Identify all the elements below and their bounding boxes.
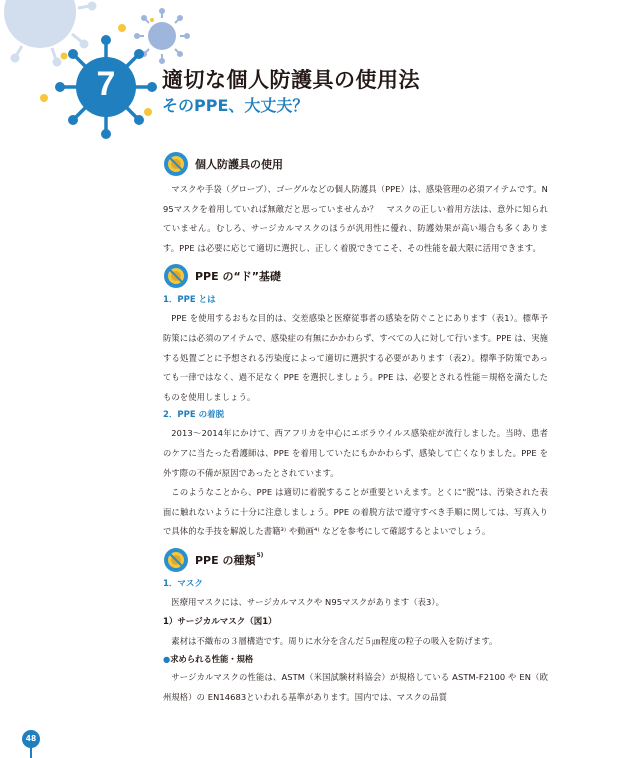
- section-title-text: PPE の種類: [195, 553, 256, 567]
- article-body: [163, 148, 548, 707]
- no-virus-icon: [163, 547, 189, 573]
- subsubsection-paragraph: 素材は不織布の３層構造です。周りに水分を含んだ５㎛程度の粒子の吸入を防げます。: [171, 635, 498, 646]
- subsection-paragraph: PPE を使用するおもな目的は、交差感染と医療従事者の感染を防ぐことにあります（表1）。標準予防策には必須のアイテムで、感染症の有無にかかわらず、すべての人に対して行います。PPE は、実施する処置ごとに予想される汚染度によって適切に選択する必要があります（表2）。標準予防策であっても一律ではなく、過不足なく PPE を選択しましょう。PPE は、必要とされる性能＝規格を満たしたものを使用しましょう。: [163, 313, 548, 402]
- subsubsection-heading: 1）サージカルマスク（図1）: [163, 616, 277, 627]
- subsection-paragraph: 2013～2014年にかけて、西アフリカを中心にエボラウイルス感染症が流行しました。当時、患者のケアに当たった看護師は、PPE を着用していたにもかかわらず、感染して亡くなりました。PPE を外す際の不備が原因であったとされています。: [163, 428, 548, 478]
- chapter-number: 7: [96, 65, 116, 103]
- subsection-paragraph: 医療用マスクには、サージカルマスクや N95マスクがあります（表3）。: [171, 596, 445, 607]
- page-subtitle: そのPPE、大丈夫？: [162, 96, 309, 115]
- page-number: 48: [25, 734, 37, 743]
- section-heading: [163, 262, 548, 290]
- section-title: PPE の“ド”基礎: [195, 270, 281, 284]
- section-heading: [163, 546, 548, 574]
- subsection-heading: 1．マスク: [163, 578, 203, 589]
- subsection-heading: 1．PPE とは: [163, 295, 216, 306]
- bullet-heading-text: 求められる性能・規格: [170, 654, 254, 665]
- no-virus-icon: [163, 263, 189, 289]
- pale-virus-icon: [4, 0, 95, 65]
- bullet-paragraph: サージカルマスクの性能は、ASTM（米国試験材料協会）が規格している ASTM-F2100 や EN（欧州規格）の EN14683といわれる基準があります。国内では、マスクの品質: [163, 672, 548, 702]
- section-paragraph: マスクや手袋（グローブ）、ゴーグルなどの個人防護具（PPE）は、感染管理の必須アイテムです。N95マスクを着用していれば無敵だと思っていませんか？ マスクの正しい着用方法は、意外に知られていません。むしろ、サージカルマスクのほうが汎用性に優れ、防護効果が高い場合も多くあります。PPE は必要に応じて適切に選択し、正しく着脱できてこそ、その性能を最大限に活用できます。: [163, 184, 548, 253]
- section-title: 個人防護具の使用: [195, 158, 283, 171]
- bullet-dot-icon: ●: [163, 654, 171, 665]
- page-title: 適切な個人防護具の使用法: [162, 68, 420, 92]
- bullet-heading: [163, 651, 548, 668]
- no-virus-icon: [163, 151, 189, 177]
- subsection-paragraph: このようなことから、PPE は適切に着脱することが重要といえます。とくに“脱”は、汚染された表面に触れないように十分に注意しましょう。PPE の着脱方法で遵守すべき手順に関しては、写真入りで具体的な手技を解説した書籍³⁾ や動画⁴⁾ などを参考にして確認するとよいでしょう。: [163, 487, 548, 537]
- reference-superscript: 5): [256, 551, 264, 559]
- subsection-heading: 2．PPE の着脱: [163, 410, 225, 421]
- section-title: [195, 552, 263, 568]
- section-heading: [163, 150, 548, 178]
